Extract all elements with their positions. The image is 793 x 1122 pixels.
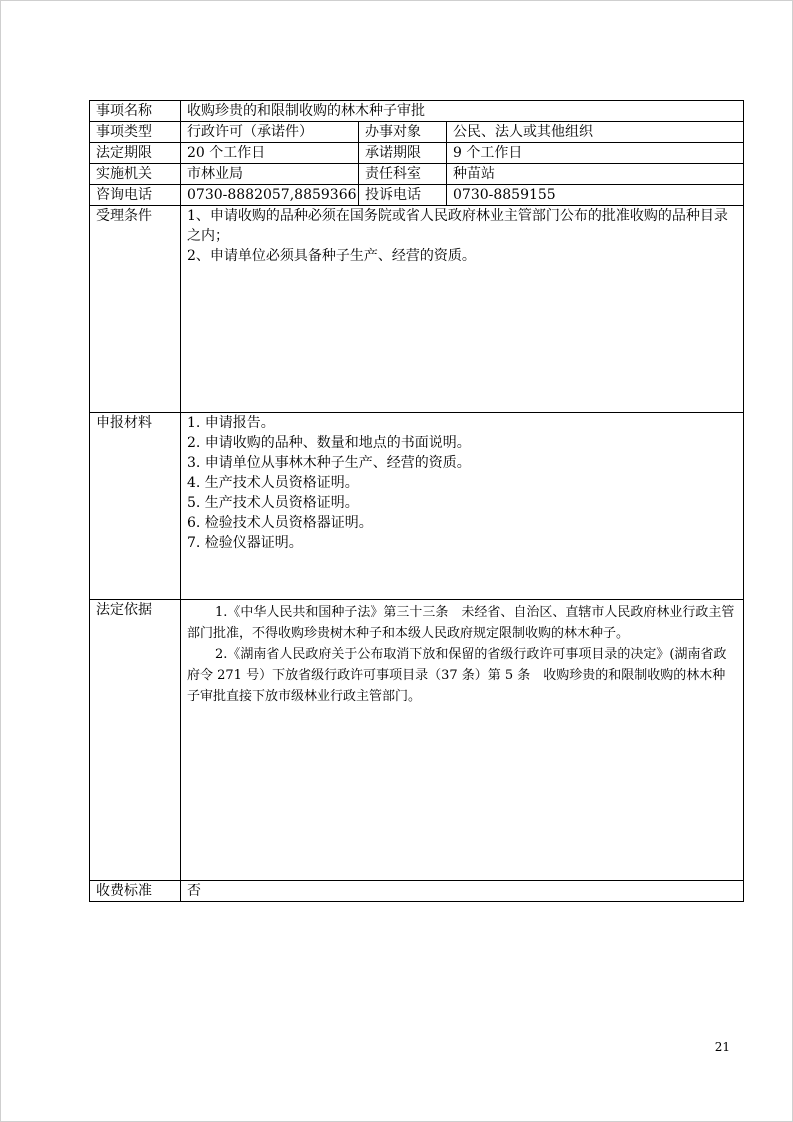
fee-value: 否 <box>181 881 744 902</box>
promised-deadline-label: 承诺期限 <box>359 143 447 164</box>
table-row-basis <box>90 600 744 881</box>
basis-item: 2.《湖南省人民政府关于公布取消下放和保留的省级行政许可事项目录的决定》(湖南省政府令 271 号）下放省级行政许可事项目录（37 条）第 5 条 收购珍贵的和限制收购的林木种子审批直接下放市级林业行政主管部门。 <box>187 647 727 704</box>
agency-value: 市林业局 <box>181 164 359 185</box>
agency-label: 实施机关 <box>90 164 181 185</box>
legal-deadline-value: 20 个工作日 <box>181 143 359 164</box>
inquiry-phone-label: 咨询电话 <box>90 185 181 206</box>
materials-item: 4. 生产技术人员资格证明。 <box>187 475 359 491</box>
table-row-deadline <box>90 143 744 164</box>
materials-label: 申报材料 <box>90 413 181 600</box>
fee-label: 收费标准 <box>90 881 181 902</box>
materials-item: 6. 检验技术人员资格器证明。 <box>187 515 373 531</box>
item-type-value: 行政许可（承诺件） <box>181 122 359 143</box>
materials-item: 5. 生产技术人员资格证明。 <box>187 495 359 511</box>
item-name-label: 事项名称 <box>90 101 181 122</box>
item-name-value: 收购珍贵的和限制收购的林木种子审批 <box>181 101 744 122</box>
table-row-agency <box>90 164 744 185</box>
table-row-conditions <box>90 206 744 413</box>
promised-deadline-value: 9 个工作日 <box>447 143 744 164</box>
conditions-label: 受理条件 <box>90 206 181 413</box>
materials-item: 2. 申请收购的品种、数量和地点的书面说明。 <box>187 435 471 451</box>
inquiry-phone-value: 0730-8882057,8859366 <box>181 185 359 206</box>
materials-content <box>181 413 744 600</box>
table-row-fee <box>90 881 744 902</box>
table-row-item-type <box>90 122 744 143</box>
basis-item: 1.《中华人民共和国种子法》第三十三条 未经省、自治区、直辖市人民政府林业行政主管部门批准，不得收购珍贵树木种子和本级人民政府规定限制收购的林木种子。 <box>187 605 735 641</box>
basis-content <box>181 600 744 881</box>
service-target-value: 公民、法人或其他组织 <box>447 122 744 143</box>
table-row-materials <box>90 413 744 600</box>
complaint-phone-value: 0730-8859155 <box>447 185 744 206</box>
item-type-label: 事项类型 <box>90 122 181 143</box>
page-number: 21 <box>714 1040 730 1054</box>
materials-item: 7. 检验仪器证明。 <box>187 535 303 551</box>
service-target-label: 办事对象 <box>359 122 447 143</box>
department-value: 种苗站 <box>447 164 744 185</box>
department-label: 责任科室 <box>359 164 447 185</box>
conditions-item: 2、申请单位必须具备种子生产、经营的资质。 <box>187 248 476 264</box>
conditions-content <box>181 206 744 413</box>
materials-item: 1. 申请报告。 <box>187 415 275 431</box>
approval-info-table <box>89 100 744 902</box>
basis-label: 法定依据 <box>90 600 181 881</box>
complaint-phone-label: 投诉电话 <box>359 185 447 206</box>
materials-item: 3. 申请单位从事林木种子生产、经营的资质。 <box>187 455 471 471</box>
legal-deadline-label: 法定期限 <box>90 143 181 164</box>
table-row-item-name <box>90 101 744 122</box>
conditions-item: 1、申请收购的品种必须在国务院或省人民政府林业主管部门公布的批准收购的品种目录之内； <box>187 208 728 244</box>
table-row-phones <box>90 185 744 206</box>
